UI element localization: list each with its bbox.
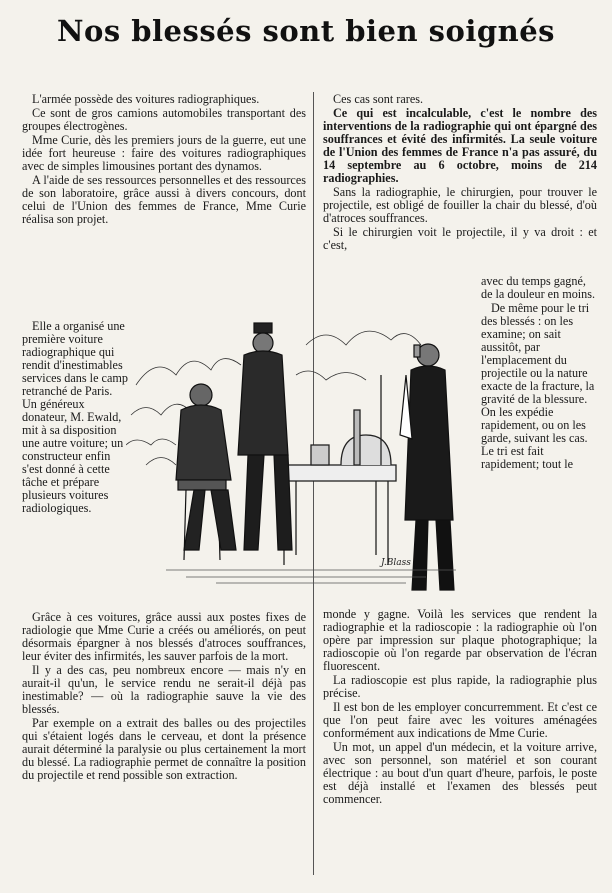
paragraph: L'armée possède des voitures radiographiques. — [32, 92, 260, 106]
paragraph: Sans la radiographie, le chirurgien, pour trouver le projectile, est obligé de fouiller la chair du blessé, d'où d'atroces souffrances. — [323, 185, 597, 225]
paragraph: Par exemple on a extrait des balles ou des projectiles qui s'étaient logés dans le cerveau, et dont la présence aurait déterminé la paralysie ou plus certainement la mort du blessé. La radiographie permet de connaître la position du projectile et rend possible son extraction. — [22, 716, 306, 782]
left-column-bottom — [22, 611, 306, 783]
paragraph: Il y a des cas, peu nombreux encore — mais n'y en aurait-il qu'un, le service rendu ne serait-il déjà pas inestimable? — où la radiographie sauve la vie des blessés. — [22, 663, 306, 716]
seated-wounded-soldier — [176, 384, 236, 560]
article-title: Nos blessés sont bien soignés — [56, 14, 556, 48]
standing-soldier — [238, 323, 292, 550]
paragraph: De même pour le tri des blessés : on les examine; on sait aussitôt, par l'emplacement du projectile ou la nature exacte de la fracture, la gravité de la blessure. On les expédie rapidement, ou on les garde, suivant les cas. Le tri est fait rapidement; tout le — [481, 301, 595, 471]
paragraph: avec du temps gagné, de la douleur en moins. — [481, 274, 596, 301]
left-column-wrapped-text — [22, 320, 130, 516]
paragraph: Un mot, un appel d'un médecin, et la voiture arrive, avec son personnel, son matériel et son courant électrique : au bout d'un quart d'heure, parfois, le poste est déjà installé et l'examen des blessés peut commencer. — [323, 740, 597, 806]
paragraph: La radioscopie est plus rapide, la radiographie plus précise. — [323, 673, 597, 700]
paragraph: Elle a organisé une première voiture radiographique qui rendit d'inestimables services dans le camp retranché de Paris. Un généreux donateur, M. Ewald, mit à sa disposition une autre voiture; un constructeur enfin s'est donné à cette tâche et prépare plusieurs voitures radiologiques. — [22, 319, 128, 515]
x-ray-scene-illustration — [126, 315, 464, 605]
doctor-figure — [400, 344, 454, 590]
paragraph: monde y gagne. Voilà les services que rendent la radiographie et la radioscopie : la radiographie où l'on opère par impression sur plaque photographique; la radioscopie où l'on regarde par observation de l'écran fluorescent. — [323, 607, 597, 673]
paragraph: A l'aide de ses ressources personnelles et des ressources de son laboratoire, grâce aussi à divers concours, dont celui de l'Union des femmes de France, Mme Curie réalisa son projet. — [22, 173, 306, 226]
right-column-wrapped-text — [481, 275, 597, 472]
paragraph: Si le chirurgien voit le projectile, il y va droit : et c'est, — [323, 225, 597, 252]
right-column-bottom — [323, 608, 597, 807]
x-ray-table — [276, 375, 396, 565]
paragraph: Ces cas sont rares. — [333, 92, 424, 106]
left-column-top — [22, 93, 306, 227]
right-column-top — [323, 93, 597, 253]
paragraph: Grâce à ces voitures, grâce aussi aux postes fixes de radiologie que Mme Curie a créés ou améliorés, on peut désormais épargner à nos blessés d'atroces souffrances, leur éviter des infirmités, les sauver parfois de la mort. — [22, 610, 306, 663]
paragraph: Ce sont de gros camions automobiles transportant des groupes électrogènes. — [22, 106, 306, 133]
paragraph: Il est bon de les employer concurremment. Et c'est ce que l'on peut faire avec les voitures aménagées conformément aux indications de Mme Curie. — [323, 700, 597, 740]
paragraph: Mme Curie, dès les premiers jours de la guerre, eut une idée fort heureuse : faire des voitures radiographiques avec de simples limousines portant des dynamos. — [22, 133, 306, 173]
paragraph-bold: Ce qui est incalculable, c'est le nombre des interventions de la radiographie qui ont épargné des souffrances et évité des infirmités. La seule voiture de l'Union des femmes de France n'a pas assuré, du 14 septembre au 6 octobre, moins de 214 radiographies. — [323, 106, 597, 185]
illustration-signature: J.Blass — [381, 558, 411, 568]
